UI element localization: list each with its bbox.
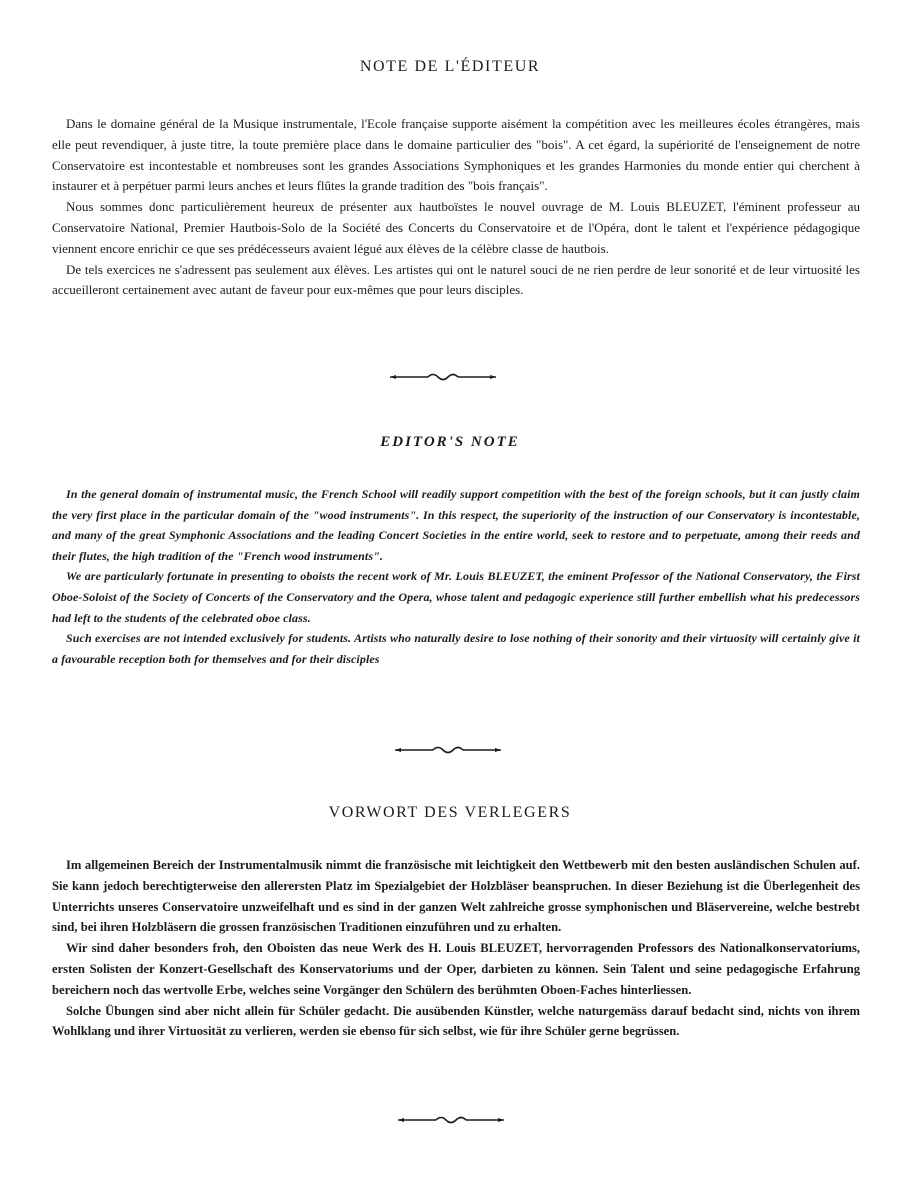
french-paragraph: Dans le domaine général de la Musique instrumentale, l'Ecole française supporte aisément la compétition avec les meilleures écoles étrangères, mais elle peut revendiquer, à juste titre, la toute première place dans le domaine particulier des "bois". A cet égard, la supériorité de l'enseignement de notre Conservatoire est incontestable et nombreuses sont les grandes Associations Symphoniques et les grandes Harmonies du monde entier qui cherchent à instaurer et à perpétuer parmi leurs anches et leurs flûtes la grande tradition des "bois français". — [52, 116, 860, 194]
english-section — [52, 484, 860, 669]
german-paragraph: Wir sind daher besonders froh, den Oboisten das neue Werk des H. Louis BLEUZET, hervorragenden Professors des Nationalkonservatoriums, ersten Solisten der Konzert-Gesellschaft des Konservatoriums und der Oper, darbieten zu können. Sein Talent und seine pedagogische Erfahrung bereichern noch das wertvolle Erbe, welches seine Vorgänger den Schülern des berühmten Oboen-Faches hinterliessen. — [52, 941, 860, 997]
english-title: EDITOR'S NOTE — [380, 434, 520, 450]
german-paragraph: Im allgemeinen Bereich der Instrumentalmusik nimmt die französische mit leichtigkeit den Wettbewerb mit den besten ausländischen Schulen auf. Sie kann jedoch berechtigterweise den allerersten Platz im Spezialgebiet der Holzbläser beanspruchen. In dieser Beziehung ist die Überlegenheit des Unterrichts unseres Conservatoire unzweifelhaft und es sind in der ganzen Welt zahlreiche grosse symphonischen und Bläservereine, welche bestrebt sind, bei ihren Holzbläsern die grossen französischen Traditionen einzuführen und zu erhalten. — [52, 858, 860, 935]
ornament-divider-icon — [388, 371, 498, 383]
german-title: VORWORT DES VERLEGERS — [328, 804, 572, 821]
german-section — [52, 855, 860, 1042]
english-paragraph: We are particularly fortunate in presenting to oboists the recent work of Mr. Louis BLEUZET, the eminent Professor of the National Conservatory, the First Oboe-Soloist of the Society of Concerts of the Conservatory and the Opera, whose talent and pedagogic experience still further embellish what his predecessors had left to the students of the celebrated oboe class. — [52, 569, 860, 625]
french-paragraph: Nous sommes donc particulièrement heureux de présenter aux hautboïstes le nouvel ouvrage de M. Louis BLEUZET, l'éminent professeur au Conservatoire National, Premier Hautbois-Solo de la Société des Concerts du Conservatoire et de l'Opéra, dont le talent et l'expérience pédagogique viennent encore enrichir ce que ses prédécesseurs avaient légué aux élèves de la célèbre classe de hautbois. — [52, 199, 860, 256]
english-paragraph: In the general domain of instrumental music, the French School will readily support competition with the best of the foreign schools, but it can justly claim the very first place in the particular domain of the "wood instruments". In this respect, the superiority of the instruction of our Conservatory is incontestable, and many of the great Symphonic Associations and the leading Concert Societies in the entire world, seek to restore and to perpetuate, among their reeds and their flutes, the high tradition of the "French wood instruments". — [52, 487, 860, 563]
french-paragraph: De tels exercices ne s'adressent pas seulement aux élèves. Les artistes qui ont le naturel souci de ne rien perdre de leur sonorité et de leur virtuosité les accueilleront certainement avec autant de faveur pour eux-mêmes que pour leurs disciples. — [52, 261, 860, 298]
english-paragraph: Such exercises are not intended exclusively for students. Artists who naturally desire to lose nothing of their sonority and their virtuosity will certainly give it a favourable reception both for themselves and for their disciples — [52, 631, 860, 666]
german-paragraph: Solche Übungen sind aber nicht allein für Schüler gedacht. Die ausübenden Künstler, welche naturgemäss darauf bedacht sind, nichts von ihrem Wohlklang und ihrer Virtuosität zu verlieren, werden sie ebenso für sich selbst, wie für ihre Schüler gerne begrüssen. — [52, 1003, 860, 1039]
french-section — [52, 114, 860, 301]
french-title: NOTE DE L'ÉDITEUR — [359, 58, 541, 75]
ornament-divider-icon — [393, 744, 503, 756]
ornament-divider-icon — [396, 1114, 506, 1126]
